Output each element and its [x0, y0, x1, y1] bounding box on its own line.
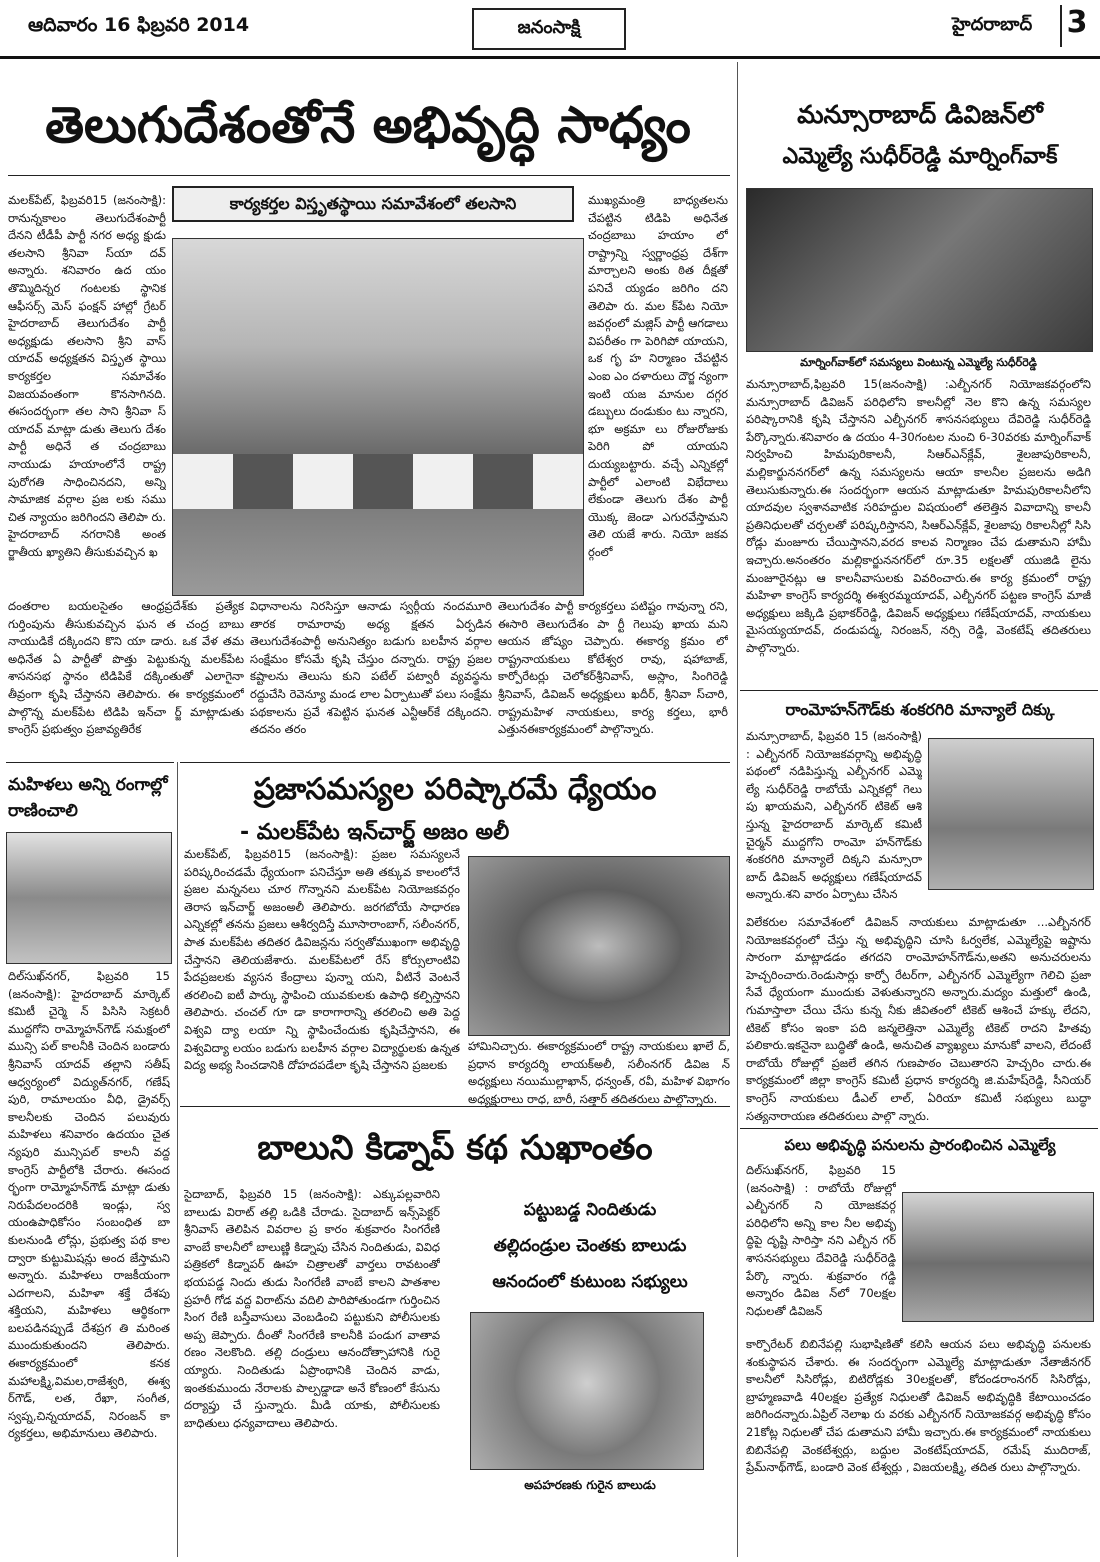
- right-bottom-body: దిల్‌సుఖ్‌నగర్‌, ఫిబ్రవరి 15 (జనంసాక్షి) : రాబోయే రోజుల్లో ఎల్బీనగర్‌ ని యోజకవర్గ పరిధిలోని అన్ని కాల నీల అభివృ ద్ధిపై దృష్టి సారిస్తా నని ఎల్బీన గర్‌ శాసనసభ్యులు దేవిరెడ్డి సుధీర్‌రెడ్డి పేర్కొ న్నారు. శుక్రవారం గడ్డి అన్నారం డివిజ న్‌లో 70లక్షల నిధులతో డివిజన్‌: [746, 1163, 896, 1318]
- azam-subhead: - మలక్‌పేట ఇన్‌చార్జ్‌ అజం అలీ: [240, 820, 510, 845]
- kidnap-rule-top: [180, 1106, 730, 1107]
- left-bottom-body: దిల్‌సుఖ్‌నగర్‌, ఫిబ్రవరి 15 (జనంసాక్షి): హైదరాబాద్‌ మార్కెట్‌ కమిటీ చైర్మె న్‌ పిసిసి సెక్రటరీ ముద్దగోని రామ్మోహన్‌గౌడ్‌ సమక్షంలో మున్సి పల్‌ కాలనీకి చెందిన బండారు శ్రీనివాస్‌ యాదవ్‌ తల్లాని సతీష్‌ ఆధ్వర్యంలో విద్యుత్‌నగర్‌, గణేష్‌ పురి, రామాలయం వీధి, డ్రైవర్స్‌ కాలనీలకు చెందిన పలువురు మహిళలు శనివారం ఉదయం చైత న్యపురి మున్సిపల్‌ కాలనీ వద్ద కాంగ్రెస్‌ పార్టీలోకి చేరారు. ఈసంద ర్భంగా రామ్మోహన్‌గౌడ్‌ మాట్లా డుతు నిరుపేదలందరికి ఇండ్లు, స్వ యంఉపాధికోసం సంబంధిత బా కులనుండి లోన్లు, ప్రభుత్వ పథ కాల ద్వారా కుట్టుమిషన్లు అంద జేస్తామని అన్నారు. మహిళలు రాజకీయంగా ఎదగాలని, మహిళా శక్తే దేశపు శక్తియని, మహిళలు ఆర్థికంగా బలపడినప్పుడే దేశప్రగ తి మరింత ముందుకుతుందని తెలిపారు. ఈకార్యక్రమంలో కనక మహాలక్ష్మి,విమల,రాజేశ్వరి, ఈశ్వ ర్‌గౌడ్‌, లత, రేఖా, సంగీత, స్వప్న,చిన్నయాదవ్‌, నిరంజన్‌ కా ర్యకర్తలు, అభిమానులు తెలిపారు.: [8, 969, 170, 1441]
- right-top-photo: [746, 188, 1093, 352]
- right-mid-photo: [928, 738, 1094, 890]
- right-top-body: మన్సూరాబాద్‌,ఫిబ్రవరి 15(జనంసాక్షి) :ఎల్బీనగర్‌ నియోజకవర్గంలోని మన్సూరాబాద్‌ డివిజన్‌ పరిధిలోని కాలనీల్లో నెల కొని ఉన్న సమస్యల పరిష్కారానికి కృషి చేస్తానని ఎల్బీనగర్‌ శాసనసభ్యులు దేవిరెడ్డి సుధీర్‌రెడ్డి పేర్కొన్నారు.శనివారం ఉ దయం 4-30గంటల నుంచి 6-30వరకు మార్నింగ్‌వాక్‌ నిర్వహించి హిమపురికాలనీ, సిఆర్‌ఎన్‌క్లేవ్‌, శైలజాపురికాలనీ, మల్లికార్జుననగర్‌లో ఉన్న సమస్యలను ఆయా కాలనీల ప్రజలను అడిగి తెలుసుకున్నారు.ఈ సందర్భంగా ఆయన మాట్లాడుతూ హిమపురికాలనీలోని యాదవుల స్వశానవాటిక సరిహద్దుల విషయంలో తలెత్తిన వివాదాన్ని కాలనీ ప్రతినిధులతో చర్చలతో పరిష్కరిస్తానని, సిఆర్‌ఎన్‌క్లేవ్‌, శైలజాపు రికాలనీల్లో సిసి రోడ్లు మంజూరు చేయిస్తానని,వరద కాలవ నిర్మాణం చేప డుతామని హామీ ఇచ్చారు.అనంతరం మల్లికార్జుననగర్‌లో రూ.35 లక్షలతో యుజిడి లైను మంజూరైనట్లు ఆ కాలనీవాసులకు వివరించారు.ఈ కార్య క్రమంలో రాష్ట్ర మహిళా కాంగ్రెస్‌ కార్యదర్శి ఈశ్వరమ్మయాదవ్‌, ఎల్బీనగర్‌ పట్టణ కాంగ్రెస్‌ మాజీ అధ్యక్షులు జక్కిడి ప్రభాకర్‌రెడ్డి, డివిజన్‌ అధ్యక్షులు గణేష్‌యాదవ్‌, నాయకులు మైసయ్యయాదవ్‌, దండుపద్మ, నిరంజన్‌, నర్సి రెడ్డి, వెంకటేష్‌ తదితరులు పాల్గొన్నారు.: [746, 377, 1091, 655]
- page-date: ఆదివారం 16 ఫిబ్రవరి 2014: [28, 14, 250, 36]
- left-bottom-rule: [6, 762, 174, 763]
- column-divider: [737, 62, 738, 1557]
- main-col3: ముఖ్యమంత్రి బాధ్యతలను చేపట్టిన టిడిపి అధినేత చంద్రబాబు హయాం లో రాష్ట్రాన్ని స్వర్ణాంధ్రప్ర దేశ్‌గా మార్చాలని అంకు ఠిత దీక్షతో పనిచే య్యడం జరిగిం దని తెలిపా రు. మల క్‌పేట నియో జవర్గంలో మజ్లిస్‌ పార్టీ ఆగడాలు విపరీతం గా పెరిగిపో యాయని, ఒక గృ హ నిర్మాణం చేపట్టిన ఎంఐ ఎం దళారులు దౌర్జ న్యంగా ఇంటి యజ మానుల దగ్గర డబ్బులు దండుకుం టు న్నారని, భూ అక్రమా లు రోజురోజుకు పెరిగి పో యాయని దుయ్యబట్టారు. వచ్చే ఎన్నికల్లో పార్టీలో ఎలాంటి విభేదాలు లేకుండా తెలుగు దేశం పార్టీ యొక్క జెండా ఎగురవేస్తామని తెలి యజే శారు. నియో జకవ ర్గంలో: [588, 193, 728, 559]
- azam-rule-top: [180, 762, 730, 763]
- main-col2b: విధానాలను నిరసిస్తూ ఆనాడు స్వర్గీయ నందమూరి తారక రామారావు అధ్య క్షతన ఏర్పడిన తెలుగుదేశంపార్టీ అనునిత్యం బడుగు బలహీన వర్గాల సంక్షేమం కోసమే కృషి చేస్తుం దన్నారు. రాష్ట్ర ప్రజల కష్టాలను తెలుసు కుని పటేల్‌ పట్వారీ వ్యవస్థను రద్దుచేసి రెవెన్యూ మండ లాల ఏర్పాటుతో పలు సంక్షేమ పథకాలను ప్రవే శపెట్టిన ఘనత ఎన్టీఆర్‌కే దక్కిందని. తదనం తరం: [250, 599, 492, 737]
- right-mid-rule: [740, 1128, 1098, 1129]
- page-number: 3: [1060, 5, 1092, 47]
- main-headline: తెలుగుదేశంతోనే అభివృద్ధి సాధ్యం: [45, 96, 691, 154]
- right-top-caption: మార్నింగ్‌వాక్‌లో సమస్యలు వింటున్న ఎమ్మెల్యే సుధీర్‌రెడ్డి: [800, 356, 1037, 369]
- azam-body: మలక్‌పేట్‌, ఫిబ్రవరి15 (జనంసాక్షి): ప్రజల సమస్యలనే పరిష్కరించడమే ధ్యేయంగా పనిచేస్తూ అతి తక్కువ కాలంలోనే ప్రజల మన్ననలు చూర గొన్నానని మలక్‌పేట నియోజకవర్గం తెరాస ఇన్‌చార్జ్‌ అజంఅలీ తెలిపారు. జరగబోయే సాధారణ ఎన్నికల్లో తనను ప్రజలు ఆశీర్వదిస్తే మూసారాంబాగ్‌, సలీంనగర్‌, పాత మలక్‌పేట తదితర డివిజన్లను సర్వతోముఖంగా అభివృద్ధి చేస్తానని తెలియజేశారు. మలక్‌పేటలో రేస్‌ కోర్సులాంటివి పేదప్రజలకు వ్యసన కేంద్రాలు పున్నా యని, వీటినే వెంటనే తరలించి ఐటీ పార్కు స్థాపించి యువకులకు ఉపాధి కల్పిస్తానని తెలిపారు. చంచల్‌ గూ డా కారాగారాన్ని తరలించి అతి పెద్ద విశ్వవి ద్యా లయా న్ని స్థాపించేందుకు కృషిచేస్తానని, ఈ విశ్వవిద్యా లయం బడుగు బలహీన వర్గాల విద్యార్థులకు ఉన్నత విద్య అభ్య సించడానికి దోహదపడేలా కృషి చేస్తానని ప్రజలకు: [184, 847, 460, 1073]
- page-city: హైదరాబాద్: [952, 14, 1033, 35]
- kidnap-photo-child: [470, 1312, 704, 1470]
- kidnap-side-1: పట్టుబడ్డ నిందితుడు: [523, 1200, 657, 1220]
- right-top-rule: [740, 690, 1098, 691]
- kidnap-side-2: తల్లిదండ్రుల చెంతకు బాలుడు: [493, 1236, 687, 1256]
- right-mid-body: మన్సూరాబాద్‌, ఫిబ్రవరి 15 (జనంసాక్షి) : ఎల్బీనగర్‌ నియోజకవర్గాన్ని అభివృద్ధి పథంలో నడిపిస్తున్న ఎల్బీనగర్‌ ఎమ్మె ల్యే సుధీర్‌రెడ్డి రాబోయే ఎన్నికల్లో గెలు పు ఖాయమని, ఎల్బీనగర్‌ టికెట్‌ ఆశి స్తున్న హైదరాబాద్‌ మార్కెట్‌ కమిటీ చైర్మన్‌ ముద్దగోని రాంమో హన్‌గౌడ్‌కు శంకరగిరి మాన్యాలే దిక్కని మన్సూరా బాద్‌ డివిజన్‌ అధ్యక్షులు గణేష్‌యాదవ్‌ అన్నారు.శని వారం ఏర్పాటు చేసిన: [746, 729, 922, 902]
- main-subhead: కార్యకర్తల విస్తృతస్థాయి సమావేశంలో తలసాని: [172, 186, 574, 222]
- azam-portrait: [468, 856, 730, 1036]
- left-bottom-photo: [6, 832, 172, 964]
- right-bottom-photo: [902, 1192, 1094, 1322]
- main-photo-meeting: [172, 238, 584, 596]
- kidnap-headline: బాలుని కిడ్నాప్‌ కథ సుఖాంతం: [257, 1128, 653, 1168]
- main-col1: మలక్‌పేట్‌, ఫిబ్రవరి15 (జనంసాక్షి): రానున్నకాలం తెలుగుదేశంపార్టీ దేనని టీడీపీ పార్టీ నగర అధ్య క్షుడు తలసాని శ్రీనివా స్‌యా దవ్‌ అన్నారు. శనివారం ఉద యం తొమ్మిదిన్నర గంటలకు స్థానిక ఆఫీసర్స్‌ మెస్‌ ఫంక్షన్‌ హాల్లో గ్రేటర్‌ హైదరాబాద్‌ తెలుగుదేశం పార్టీ అధ్యక్షుడు తలసాని శ్రీని వాస్‌ యాదవ్‌ అధ్యక్షతన విస్తృత స్థాయి కార్యకర్తల సమావేశం విజయవంతంగా కొనసాగినది. ఈసందర్భంగా తల సాని శ్రీనివా స్‌ యాదవ్‌ మాట్లా డుతు తెలుగు దేశం పార్టీ అధినే త చంద్రబాబు నాయుడు హయాంలోనే రాష్ట్ర పురోగతి సాధించినదని, అన్ని సామాజిక వర్గాల ప్రజ లకు సము చిత న్యాయం జరిగిందని తెలిపా రు. హైదరాబాద్‌ నగరానికి అంత ర్జాతీయ ఖ్యాతిని తీసుకువచ్చిన ఖ: [8, 193, 166, 559]
- logo-text: జనంసాక్షి: [517, 16, 581, 38]
- main-col3b: తెలుగుదేశం పార్టీ కార్యకర్తలు పటిష్టం గావున్నా రని, ఈసారి తెలుగుదేశం పా ర్టీ గెలుపు ఖాయ మని ఆయన జోష్యం చెప్పారు. ఈకార్య క్రమం లో రాష్ట్రనాయకులు కోటేశ్వర రావు, షహాబాజ్‌, కార్పోరేటర్లు చెలోకర్‌శ్రీనివాస్‌, అస్లాం, సింగిరెడ్డి శ్రీనివాస్‌, డివిజన్‌ అధ్యక్షులు ఖదీర్‌, శ్రీనివా స్‌చారి, రాష్ట్రమహిళ నాయకులు, కార్య కర్తలు, భారీ ఎత్తునఈకార్యక్రమంలో పాల్గొన్నారు.: [498, 599, 728, 737]
- headline-rule: [8, 175, 730, 176]
- right-top-headline-2: ఎమ్మెల్యే సుధీర్‌రెడ్డి మార్నింగ్‌వాక్‌: [782, 144, 1058, 169]
- right-top-headline-1: మన్సూరాబాద్‌ డివిజన్‌లో: [797, 100, 1043, 129]
- right-mid-headline: రాంమోహన్‌గౌడ్‌కు శంకరగిరి మాన్యాలే దిక్కు: [785, 700, 1055, 719]
- left-divider: [177, 762, 178, 1557]
- kidnap-caption: అపహరణకు గురైన బాలుడు: [524, 1478, 656, 1492]
- azam-body2: హామినిచ్చారు. ఈకార్యక్రమంలో రాష్ట్ర నాయకులు ఖాలే ద్‌, ప్రధాన కార్యదర్శి లాయక్‌అలీ, సలీంనగర్‌ డివిజ న్‌ అధ్యక్షులు నయిముల్లాఖాన్‌, ధన్వంత్‌, రవీ, మహిళ విభాగం అధ్యక్షురాలు రాధ, బారీ, సత్తార్‌ తదితరులు పాల్గొన్నారు.: [468, 1039, 730, 1106]
- right-bottom-body2: కార్పొరేటర్‌ బిబినేపల్లి సుభాషిణితో కలిసి ఆయన పలు అభివృద్ధి పనులకు శంకుస్థాపన చేశారు. ఈ సందర్భంగా ఎమ్మెల్యే మాట్లాడుతూ నేతాజీనగర్‌ కాలనీలో సిసిరోడ్లు, బిటిరోడ్లకు 30లక్షలతో, కోదండరాంనగర్‌ సిసిరోడ్లు, బ్రాహ్మణవాడి 40లక్షల ప్రత్యేక నిధులతో డివిజన్‌ అభివృద్ధికి కేటాయించడం జరిగిందన్నారు.ఏప్రిల్‌ నెలాఖ రు వరకు ఎల్బీనగర్‌ నియోజకవర్గ అభివృద్ధి కోసం 21కోట్ల నిధులతో చేప డుతామని హామీ ఇచ్చారు.ఈ కార్యక్రమంలో నాయకులు బిబినేపల్లి వెంకటేశ్వర్లు, బద్దుల వెంకటేష్‌యాదవ్‌, రమేష్‌ ముదిరాజ్‌, ప్రేమ్‌నాథ్‌గౌడ్‌, బండారి వెంక టేశ్వర్లు , విజయలక్ష్మి, తదిత రులు పాల్గొన్నారు.: [746, 1337, 1091, 1475]
- right-bottom-headline: పలు అభివృద్ధి పనులను ప్రారంభించిన ఎమ్మెల్యే: [784, 1136, 1056, 1154]
- right-mid-body2: విలేకరుల సమావేశంలో డివిజన్‌ నాయకులు మాట్లాడుతూ ...ఎల్బీనగర్‌ నియోజకవర్గంలో చేస్తు న్న అభివృద్ధిని చూసి ఓర్వలేక, ఎమ్మెల్యేపై ఇష్టాను సారంగా మాట్లాడడం తగదని రాంమోహన్‌గౌడ్‌ను,అతని అనుచరులను హెచ్చరించారు.రెండుసార్లు కార్పో రేటర్‌గా, ఎల్బీనగర్‌ ఎమ్మెల్యేగా గెలిచి ప్రజా సేవే ధ్యేయంగా ముందుకు వెళుతున్నారని అన్నారు.మద్యం మత్తులో ఉండి, గుమాస్తాలా చేయి చేసు కున్న నీకు జీవితంలో టికెట్‌ ఆశించే హక్కు లేదని, టికెట్‌ కోసం ఇంకా పది జన్మలెత్తినా ఎమ్మెల్యే టికెట్‌ రాదని హితవు పలికారు.ఇకనైనా బుద్ధితో ఉండి, అనుచిత వ్యాఖ్యలు మానుకో వాలని, లేదంటే రాబోయే రోజుల్లో ప్రజలే తగిన గుణపాఠం చెబుతారని హెచ్చరిం చారు.ఈ కార్యక్రమంలో జిల్లా కాంగ్రెస్‌ కమిటీ ప్రధాన కార్యదర్శి జి.మహేష్‌రెడ్డి, సీనియర్‌ కాంగ్రెస్‌ నాయకులు డీఎల్‌ లాల్‌, ఏరియా కమిటీ సభ్యులు బుద్ధా సత్యనారాయణ తదితరులు పాల్గొ న్నారు.: [746, 915, 1091, 1123]
- main-col1b: దంతరాల బయలసైతం ఆంధ్రప్రదేశ్‌కు ప్రత్యేక గుర్తింపును తీసుకువచ్చిన ఘన త చంద్ర బాబు నాయుడికే దక్కిందని కొని యా డారు. ఒక వేళ తమ అధినేత ఏ పార్టీతో పొత్తు పెట్టుకున్న మలక్‌పేట శాసనసభ స్థానం టిడిపికే దక్కింతుతో ఎలాగైనా తీవ్రంగా కృషి చేస్తానని తెలిపారు. ఈ కార్యక్రమంలో పాల్గొన్న మలక్‌పేట టిడిపి ఇన్‌చా ర్జ్‌ మాట్లాడుతు కాంగ్రెస్‌ ప్రభుత్వం ప్రజావ్యతిరేక: [8, 599, 244, 737]
- kidnap-body: సైదాబాద్‌, ఫిబ్రవరి 15 (జనంసాక్షి): ఎక్కుపల్లవారిని బాలుడు విరాట్‌ తల్లి ఒడికి చేరాడు. సైదాబాద్‌ ఇన్స్‌పెక్టర్‌ శ్రీనివాస్‌ తెలిపిన వివరాల ప్ర కారం శుక్రవారం సింగరేణి వాంబే కాలనీలో బాలుణ్ణి కిడ్నాపు చేసిన నిందితుడు, వివిధ పత్రికలో కిడ్నాపర్‌ ఊహ చిత్రాలతో వార్తలు రావటంతో భయపడ్డ నిందు తుడు సింగరేణి వాంబే కాలని పాతశాల ప్రహరీ గోడ వద్ద విరాట్‌ను వదిలి పారిపోతుండగా గుర్తించిన సింగ రేణి బస్తీవాసులు వెంబడించి పట్టుకుని పోలీసులకు అప్ప జెప్పారు. దీంతో సింగరేణి కాలనీకి పండుగ వాతావ రణం నెలకొంది. తల్లి దండ్రులు ఆనందోత్సాహానికి గురై య్యారు. నిందితుడు ఏప్రొంథానికి చెందిన వాడు, ఇంతకుముందు నేరాలకు పాల్పడ్డాడా అనే కోణంలో కేసును దర్యాప్తు చే స్తున్నారు. మీడి యాకు, పోలీసులకు బాధితులు ధన్యవాదాలు తెలిపారు.: [184, 1187, 440, 1430]
- kidnap-side-3: ఆనందంలో కుటుంబ సభ్యులు: [492, 1272, 688, 1292]
- left-bottom-headline: మహిళలు అన్ని రంగాల్లో రాణించాలి: [8, 775, 168, 821]
- masthead-logo: [472, 8, 626, 50]
- masthead-rule: [0, 56, 1100, 59]
- azam-headline: ప్రజాసమస్యల పరిష్కారమే ధ్యేయం: [253, 772, 657, 807]
